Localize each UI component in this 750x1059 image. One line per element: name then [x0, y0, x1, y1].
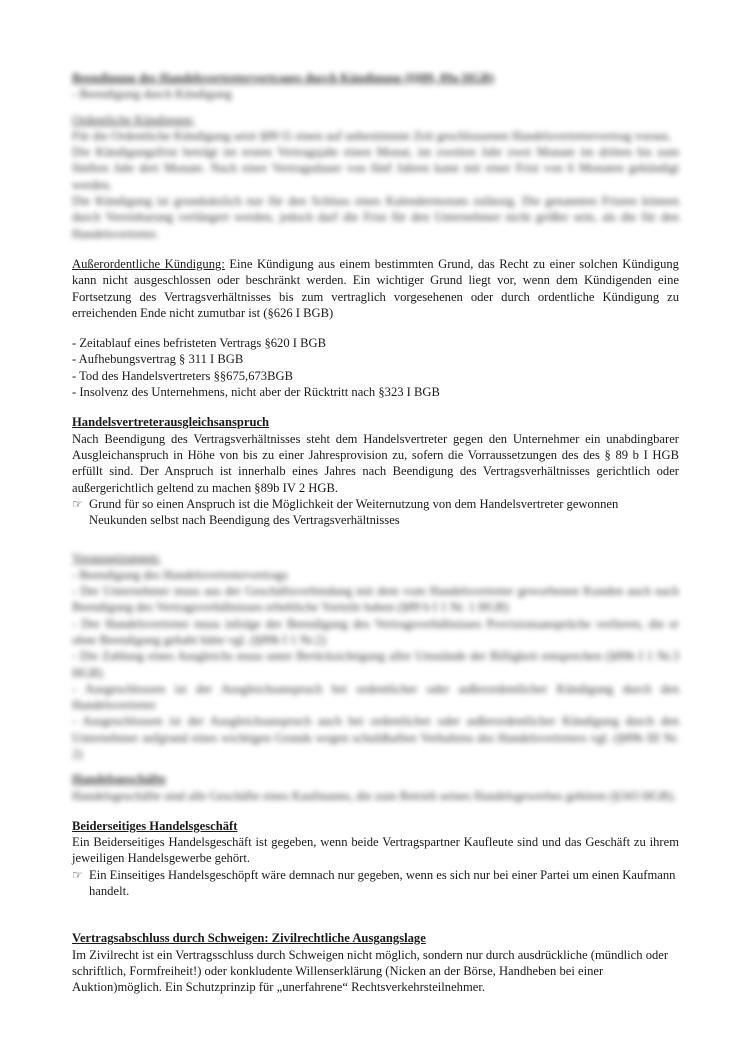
list-item: - Insolvenz des Unternehmens, nicht aber der Rücktritt nach §323 I BGB	[72, 385, 440, 400]
beiderseitig-note	[72, 867, 679, 900]
list-item: - Beendigung des Handelsvertretervertrags	[72, 567, 288, 582]
list-item: - Aufhebungsvertrag § 311 I BGB	[72, 352, 244, 367]
ausserordentlich-text: Eine Kündigung aus einem bestimmten Grund, das Recht zu einer solchen Kündigung kann nicht ausgeschlossen oder beschränkt werden. Ein wichtiger Grund liegt vor, wenn dem Kündigenden eine Fortsetzung des Vertragsverhältnisses bis zum vertraglich vorgesehenen oder durch ordentliche Kündigung zu erreichenden Ende nicht zumutbar ist (§626 I BGB)	[72, 256, 679, 320]
termination-list	[72, 335, 679, 400]
list-item: - Zeitablauf eines befristeten Vertrags §620 I BGB	[72, 336, 327, 351]
blurred-voraussetzungen-section	[72, 550, 679, 803]
ausgleich-heading: Handelsvertreterausgleichsanspruch	[72, 415, 270, 430]
list-item: - Der Unternehmer muss aus der Geschäftsverbindung mit dem vom Handelsvertreter geworbenen Kunden auch nach Beendigung des Vertragsverhältnisses erhebliche Vorteile haben (§89 b I 1 Nr. 1 HGB)	[72, 584, 679, 615]
voraussetzungen-heading: Voraussetzungen:	[72, 551, 161, 566]
ausserordentlich-label: Außerordentliche Kündigung:	[72, 256, 225, 271]
document-title: Beendigung des Handelsvertretervertrages durch Kündigung (§§89, 89a HGB)	[72, 71, 495, 85]
beiderseitig-paragraph: Ein Beiderseitiges Handelsgeschäft ist gegeben, wenn beide Vertragspartner Kaufleute sind und das Geschäft zu ihrem jeweiligen Handelsgewerbe gehört.	[72, 835, 679, 866]
beiderseitig-note-text: Ein Einseitiges Handelsgeschöpft wäre demnach nur gegeben, wenn es sich nur bei einer Partei um einen Kaufmann handelt.	[89, 867, 676, 899]
blurred-intro-section	[72, 70, 679, 242]
ordentlich-heading: Ordentliche Kündigung:	[72, 112, 195, 127]
list-item: - Der Handelsvertreter muss infolge der Beendigung des Vertragsverhältnisses Provisionsansprüche verlieren, die er ohne Beendigung gehabt hätte vgl. (§89b I 1 Nr.2)	[72, 616, 679, 647]
schweigen-paragraph: Im Zivilrecht ist ein Vertragsschluss durch Schweigen nicht möglich, sondern nur durch ausdrückliche (mündlich oder schriftlich, Formfreiheit!) oder konkludente Willenserklärung (Nicken an der Börse, Handheben bei einer Auktion)möglich. Ein Schutzprinzip für „unerfahrene“ Rechtsverkehrsteilnehmer.	[72, 947, 669, 995]
list-item: - Die Zahlung eines Ausgleichs muss unter Berücksichtigung aller Umstände der Billigkeit entsprechen (§89b I 1 Nr.3 HGB)	[72, 649, 679, 680]
beiderseitig-heading: Beiderseitiges Handelsgeschäft	[72, 818, 238, 833]
document-page	[72, 70, 679, 996]
document-subtitle: - Beendigung durch Kündigung	[72, 87, 232, 102]
pointing-hand-icon: ☞	[72, 867, 83, 882]
handelsgeschaefte-text: Handelsgeschäfte sind alle Geschäfte eines Kaufmanns, die zum Betrieb seines Handelsgewerbes gehören (§343 HGB).	[72, 788, 676, 803]
ordentlich-paragraph-1: Für die Ordentliche Kündigung setzt §89 I1 einen auf unbestimmte Zeit geschlossenen Handelsvertretervertrag voraus.	[72, 128, 672, 143]
ordentlich-paragraph-2: Die Kündigungsfrist beträgt im ersten Vertragsjahr einen Monat, im zweiten Jahr zwei Monate im dritten bis zum fünften Jahr drei Monate. Nach einer Vertragsdauer von fünf Jahren kann mit einer Frist von 6 Monaten gekündigt werden.	[72, 145, 679, 192]
ausserordentlich-paragraph	[72, 256, 679, 321]
ordentlich-paragraph-3: Die Kündigung ist grundsätzlich nur für den Schluss eines Kalendermonats zulässig. Die genannten Fristen können durch Vereinbarung verlängert werden, jedoch darf die Frist für den Unternehmer nicht größer sein, als die für den Handelsvertreter.	[72, 194, 679, 241]
pointing-hand-icon: ☞	[72, 496, 83, 511]
schweigen-heading: Vertragsabschluss durch Schweigen: Zivilrechtliche Ausgangslage	[72, 931, 426, 946]
list-item: - Tod des Handelsvertreters §§675,673BGB	[72, 368, 293, 383]
handelsgeschaefte-heading: Handelsgeschäfte	[72, 772, 166, 787]
ausgleich-note	[72, 496, 679, 529]
ausgleich-paragraph: Nach Beendigung des Vertragsverhältnisses steht dem Handelsvertreter gegen den Unternehmer ein unabdingbarer Ausgleichanspruch in Höhe von bis zu einer Jahresprovision zu, sofern die Vorraussetzungen des des § 89 b I HGB erfüllt sind. Der Anspruch ist innerhalb eines Jahres nach Beendigung des Vertragsverhältnisses gerichtlich oder außergerichtlich geltend zu machen §89b IV 2 HGB.	[72, 431, 679, 495]
list-item: - Ausgeschlossen ist der Ausgleichsanspruch bei ordentlicher oder außerordentlicher Kündigung durch den Handelsvertreter	[72, 681, 679, 713]
list-item: - Ausgeschlossen ist der Ausgleichsanspruch auch bei ordentlicher oder außerordentlicher Kündigung durch den Unternehmer aufgrund eines wichtigen Grunds wegen schuldhaften Verhaltens des Handelsvertreters vgl. (§89b III Nr. 2)	[72, 714, 679, 761]
ausgleich-note-text: Grund für so einen Anspruch ist die Möglichkeit der Weiternutzung von dem Handelsvertreter gewonnen Neukunden selbst nach Beendigung des Vertragsverhältnisses	[89, 496, 619, 528]
